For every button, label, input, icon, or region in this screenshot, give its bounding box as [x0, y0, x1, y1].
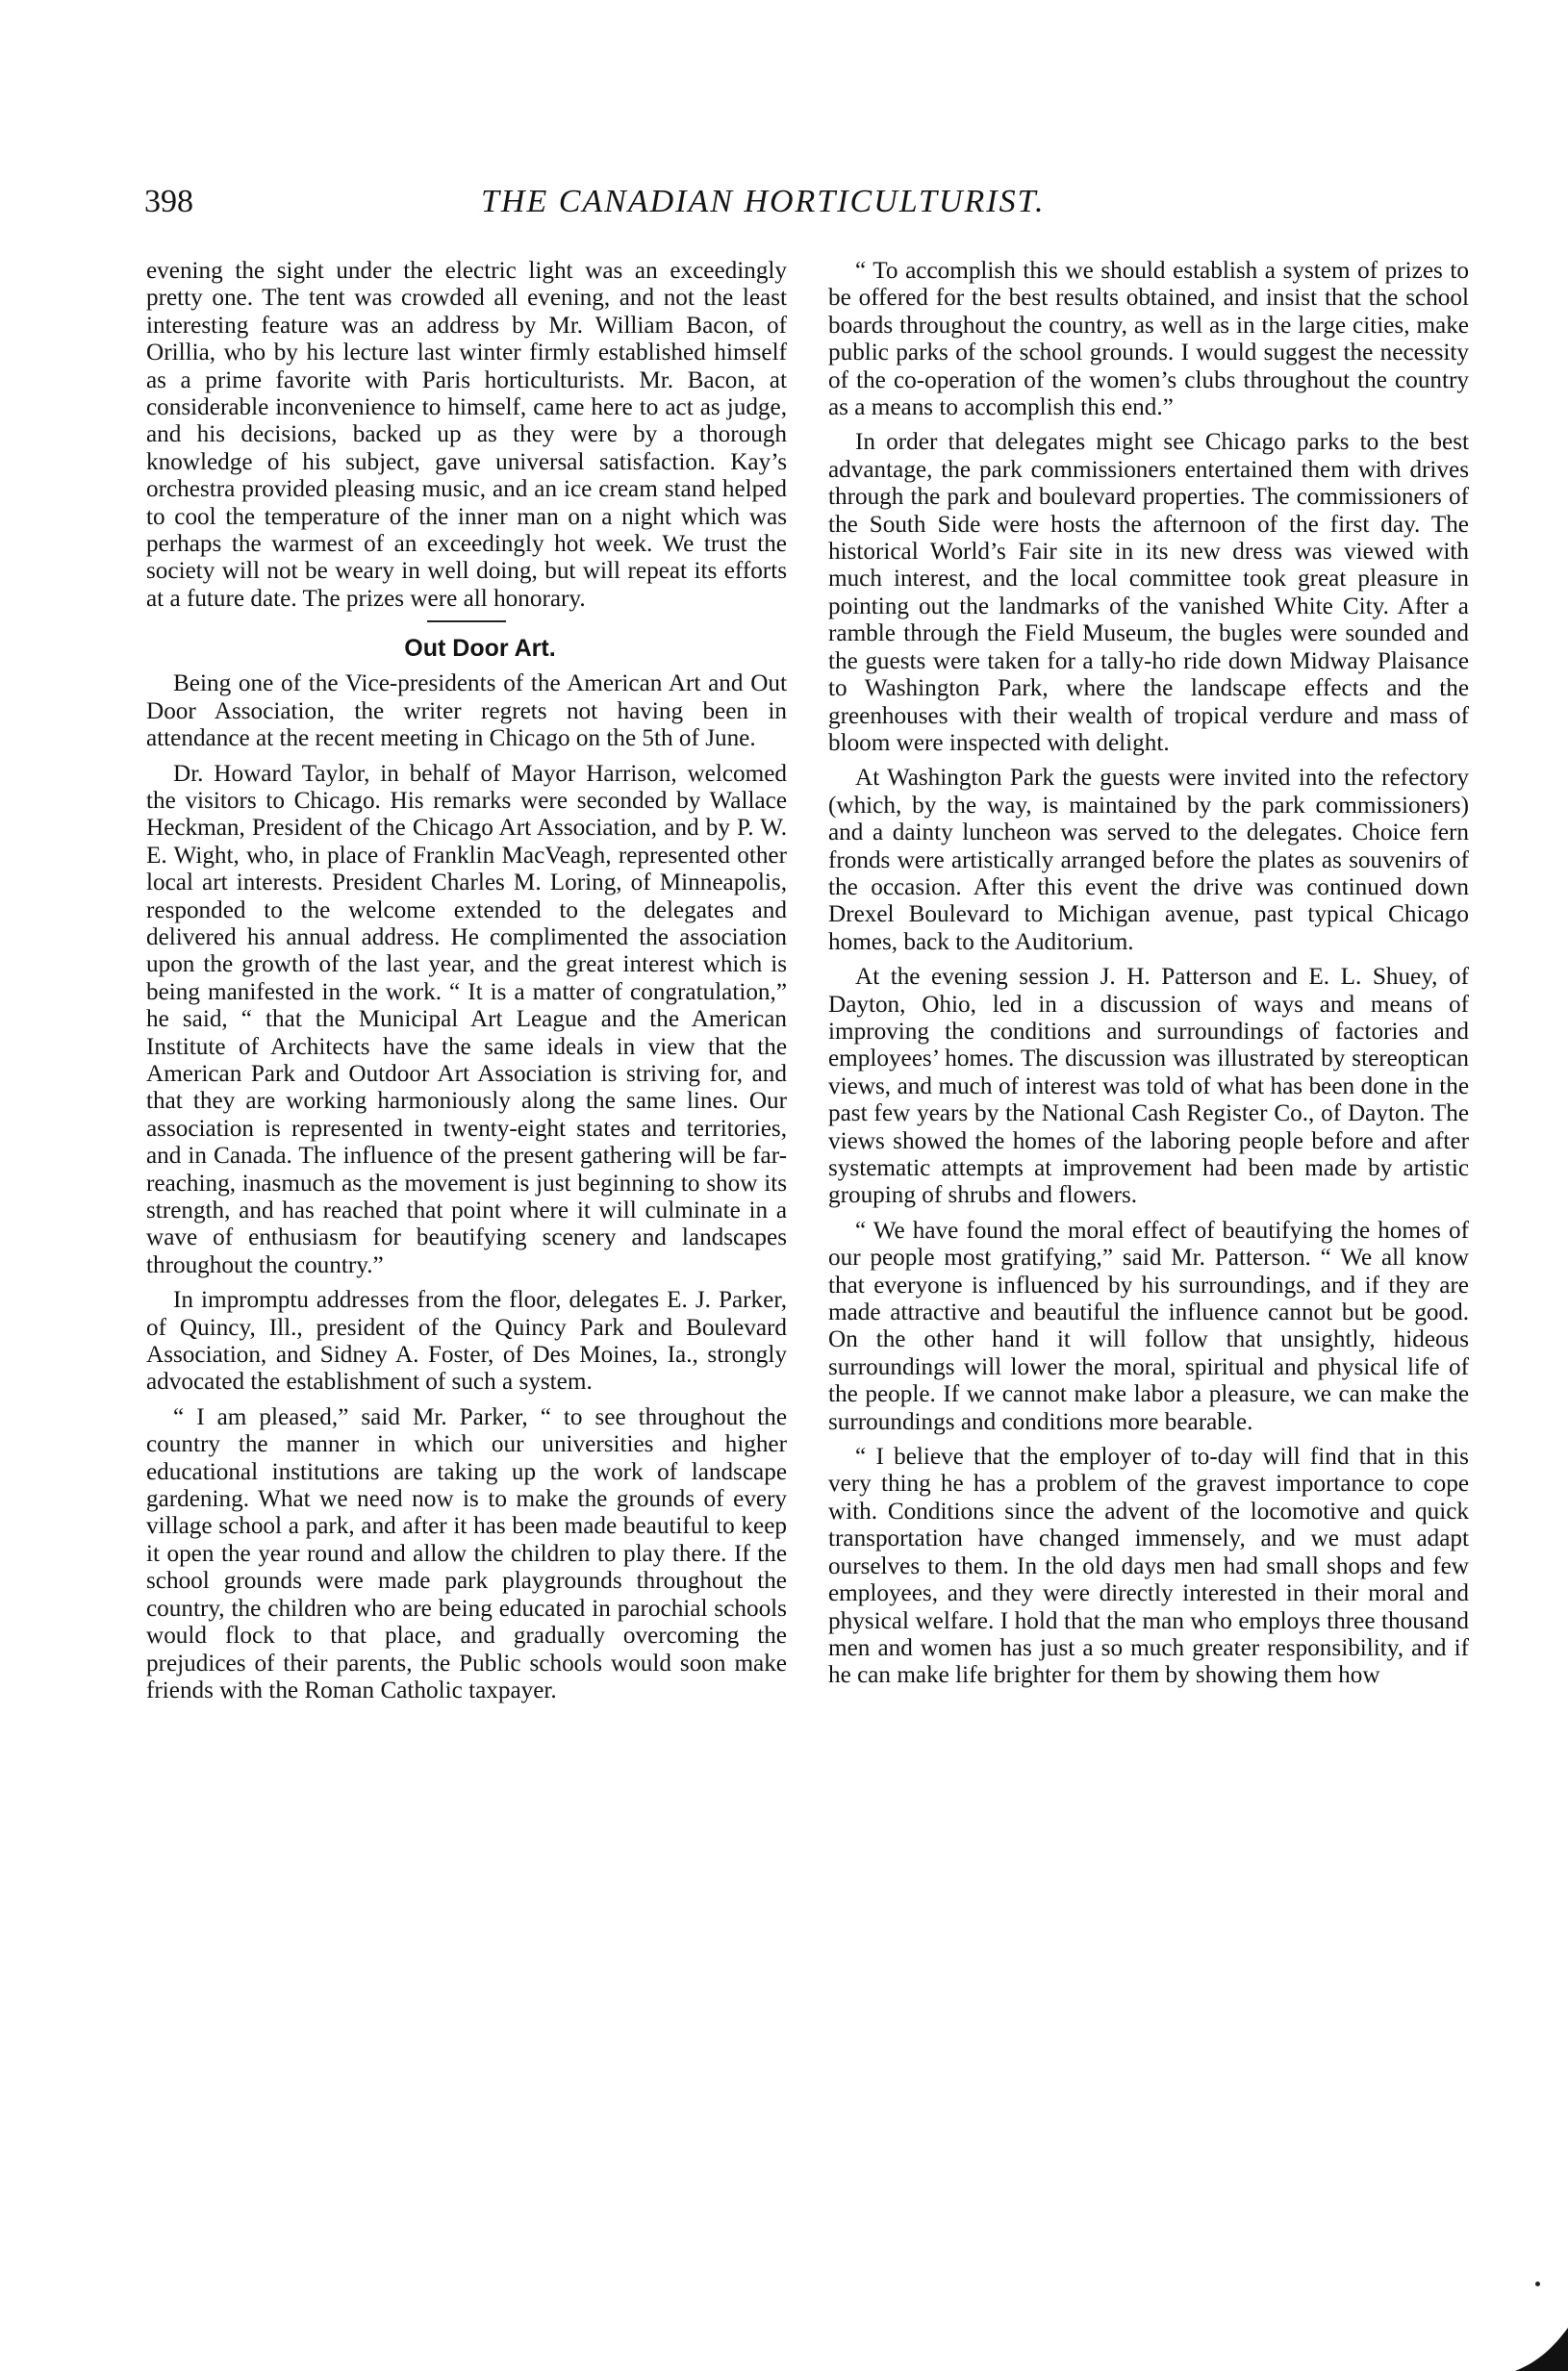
page-corner-mark: [1515, 2308, 1568, 2371]
paragraph: “ To accomplish this we should establish a system of prizes to be offered for the best results obtained, and insist that the school boards throughout the country, as well as in the large cities, make public parks of the school grounds. I would suggest the necessity of the co-operation of the women’s clubs throughout the country as a means to accomplish this end.”: [828, 258, 1469, 421]
paragraph: In impromptu addresses from the floor, delegates E. J. Parker, of Quincy, Ill., president of the Quincy Park and Boulevard Association, and Sidney A. Foster, of Des Moines, Ia., strongly advocated the establishment of such a system.: [146, 1287, 787, 1396]
paragraph: “ We have found the moral effect of beautifying the homes of our people most gratifying,” said Mr. Patterson. “ We all know that everyone is influenced by his surroundings, and if they are made attractive and beautiful the influence cannot but be good. On the other hand it will follow that unsightly, hideous surroundings will lower the moral, spiritual and physical life of the people. If we cannot make labor a pleasure, we can make the surroundings and conditions more bearable.: [828, 1217, 1469, 1435]
paragraph: In order that delegates might see Chicago parks to the best advantage, the park commissioners entertained them with drives through the park and boulevard properties. The commissioners of the South Side were hosts the afternoon of the first day. The historical World’s Fair site in its new dress was viewed with much interest, and the local committee took great pleasure in pointing out the landmarks of the vanished White City. After a ramble through the Field Museum, the bugles were sounded and the guests were taken for a tally-ho ride down Midway Plaisance to Washington Park, where the landscape effects and the greenhouses with their wealth of tropical verdure and mass of bloom were inspected with delight.: [828, 429, 1469, 756]
paragraph: “ I am pleased,” said Mr. Parker, “ to see throughout the country the manner in which our universities and higher educational institutions are taking up the work of landscape gardening. What we need now is to make the grounds of every village school a park, and after it has been made beautiful to keep it open the year round and allow the children to play there. If the school grounds were made park playgrounds throughout the country, the children who are being educated in parochial schools would flock to that place, and gradually overcoming the prejudices of their parents, the Public schools would soon make friends with the Roman Catholic taxpayer.: [146, 1403, 787, 1703]
paragraph: evening the sight under the electric light was an exceedingly pretty one. The tent was crowded all evening, and not the least interesting feature was an address by Mr. William Bacon, of Orillia, who by his lecture last winter firmly established himself as a prime favorite with Paris horticulturists. Mr. Bacon, at considerable inconvenience to himself, came here to act as judge, and his decisions, backed up as they were by a thorough knowledge of his subject, gave universal satisfaction. Kay’s orchestra provided pleasing music, and an ice cream stand helped to cool the temperature of the inner man on a night which was perhaps the warmest of an exceedingly hot week. We trust the society will not be weary in well doing, but will repeat its efforts at a future date. The prizes were all honorary.: [146, 258, 787, 612]
right-column: [828, 258, 1469, 1698]
page-header: [144, 178, 1481, 226]
paragraph: “ I believe that the employer of to-day will find that in this very thing he has a problem of the gravest importance to cope with. Conditions since the advent of the locomotive and quick transportation have changed immensely, and we must adapt ourselves to them. In the old days men had small shops and few employees, and they were directly interested in their moral and physical welfare. I hold that the man who employs three thousand men and women has just a so much greater responsibility, and if he can make life brighter for them by showing them how: [828, 1444, 1469, 1689]
paragraph: Being one of the Vice-presidents of the American Art and Out Door Association, the writer regrets not having been in attendance at the recent meeting in Chicago on the 5th of June.: [146, 670, 787, 752]
journal-title: THE CANADIAN HORTICULTURIST.: [481, 184, 1046, 219]
paragraph: Dr. Howard Taylor, in behalf of Mayor Harrison, welcomed the visitors to Chicago. His remarks were seconded by Wallace Heckman, President of the Chicago Art Association, and by P. W. E. Wight, who, in place of Franklin MacVeagh, represented other local art interests. President Charles M. Loring, of Minneapolis, responded to the welcome extended to the delegates and delivered his annual address. He complimented the association upon the growth of the last year, and the great interest which is being manifested in the work. “ It is a matter of congratulation,” he said, “ that the Municipal Art League and the American Institute of Architects have the same ideals in view that the American Park and Outdoor Art Association is striving for, and that they are working harmoniously along the same lines. Our association is represented in twenty-eight states and territories, and in Canada. The influence of the present gathering will be far-reaching, inasmuch as the movement is just beginning to show its strength, and has reached that point where it will culminate in a wave of enthusiasm for beautifying scenery and landscapes throughout the country.”: [146, 760, 787, 1278]
paragraph: At the evening session J. H. Patterson and E. L. Shuey, of Dayton, Ohio, led in a discussion of ways and means of improving the conditions and surroundings of factories and employees’ homes. The discussion was illustrated by stereoptican views, and much of interest was told of what has been done in the past few years by the National Cash Register Co., of Dayton. The views showed the homes of the laboring people before and after systematic attempts at improvement had been made by artistic grouping of shrubs and flowers.: [828, 964, 1469, 1209]
section-title: Out Door Art.: [404, 635, 556, 663]
print-speck: [1535, 2282, 1540, 2286]
paragraph: At Washington Park the guests were invited into the refectory (which, by the way, is maintained by the park commissioners) and a dainty luncheon was served to the delegates. Choice fern fronds were artistically arranged before the plates as souvenirs of the occasion. After this event the drive was continued down Drexel Boulevard to Michigan avenue, past typical Chicago homes, back to the Auditorium.: [828, 765, 1469, 955]
section-divider: [427, 620, 506, 622]
page-number: 398: [144, 184, 193, 219]
left-column: [146, 258, 787, 1712]
